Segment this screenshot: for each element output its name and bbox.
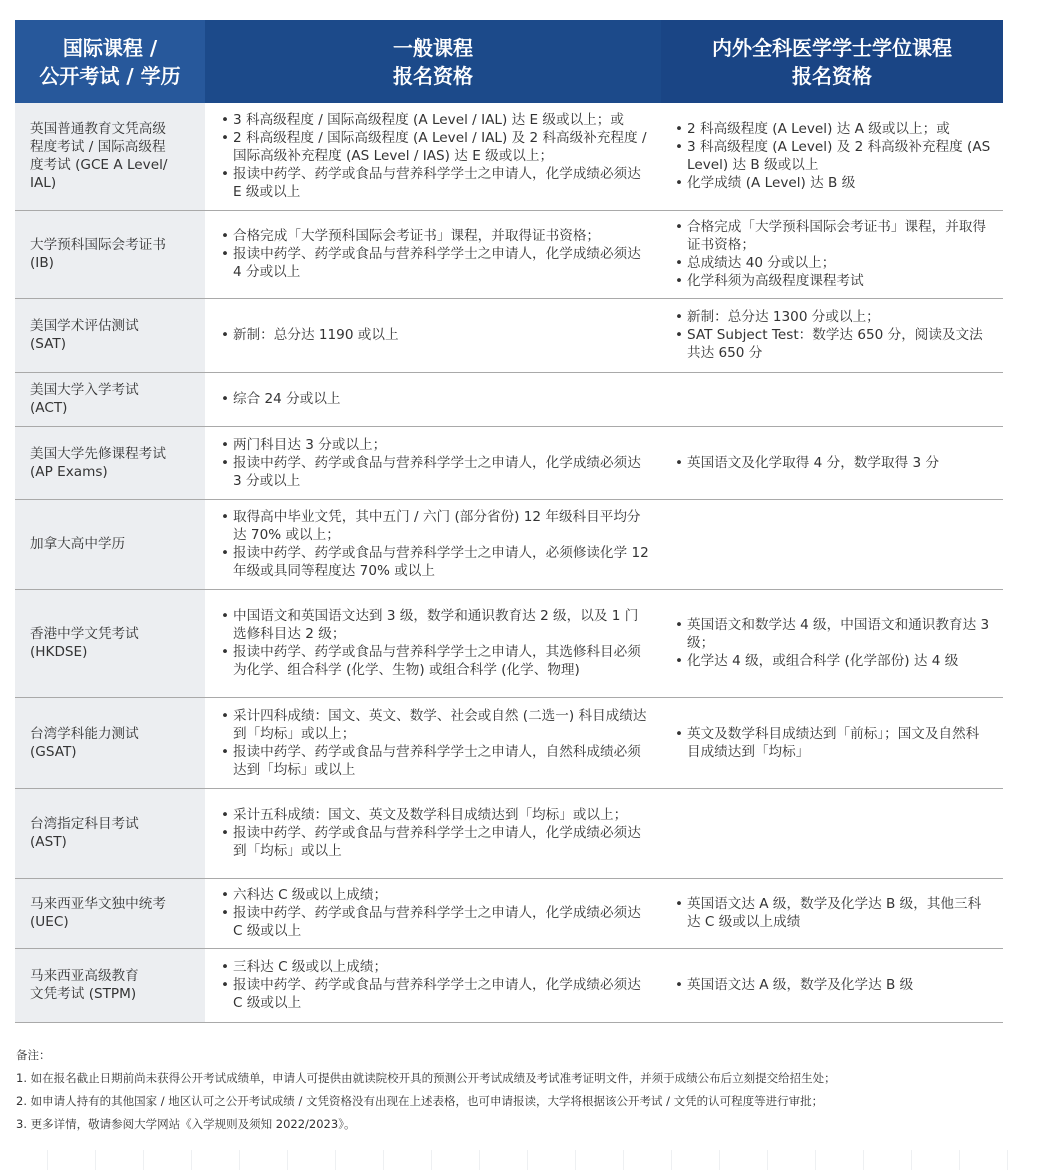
general-requirements-cell bbox=[205, 948, 661, 1022]
requirement-item: • 报读中药学、药学或食品与营养科学学士之申请人，其选修科目必须为化学、组合科学 (化学、生物) 或组合科学 (化学、物理) bbox=[221, 643, 649, 679]
exam-name-line: 美国学术评估测试 bbox=[30, 318, 139, 334]
general-requirements-cell bbox=[205, 788, 661, 878]
general-requirements-list bbox=[221, 958, 649, 1012]
requirement-item: • SAT Subject Test：数学达 650 分，阅读及文法共达 650 分 bbox=[675, 326, 991, 362]
requirement-item: • 报读中药学、药学或食品与营养科学学士之申请人，化学成绩必须达 4 分或以上 bbox=[221, 245, 649, 281]
exam-name-line: 加拿大高中学历 bbox=[30, 536, 126, 552]
requirement-item: • 报读中药学、药学或食品与营养科学学士之申请人，自然科成绩必须达到「均标」或以上 bbox=[221, 743, 649, 779]
medicine-requirements-cell bbox=[661, 372, 1003, 426]
requirement-item: • 新制：总分达 1300 分或以上； bbox=[675, 308, 991, 326]
header-exam bbox=[15, 20, 205, 103]
medicine-requirements-cell bbox=[661, 589, 1003, 697]
medicine-requirements-list bbox=[675, 454, 991, 472]
requirement-item: • 新制：总分达 1190 或以上 bbox=[221, 326, 649, 344]
requirement-item: • 取得高中毕业文凭，其中五门 / 六门 (部分省份) 12 年级科目平均分达 70% 或以上； bbox=[221, 508, 649, 544]
exam-name-line: 文凭考试 (STPM) bbox=[30, 986, 137, 1002]
general-requirements-cell bbox=[205, 426, 661, 499]
medicine-requirements-cell bbox=[661, 210, 1003, 298]
exam-name-line: (ACT) bbox=[30, 400, 68, 416]
medicine-requirements-list bbox=[675, 308, 991, 362]
requirement-item: • 三科达 C 级或以上成绩； bbox=[221, 958, 649, 976]
general-requirements-cell bbox=[205, 210, 661, 298]
medicine-requirements-cell bbox=[661, 499, 1003, 589]
requirement-item: • 报读中药学、药学或食品与营养科学学士之申请人，化学成绩必须达 3 分或以上 bbox=[221, 454, 649, 490]
table-row bbox=[15, 210, 1003, 298]
medicine-requirements-list bbox=[675, 218, 991, 290]
requirement-item: • 综合 24 分或以上 bbox=[221, 390, 649, 408]
exam-name-cell bbox=[15, 948, 205, 1022]
requirement-item: • 3 科高级程度 (A Level) 及 2 科高级补充程度 (AS Level) 达 B 级或以上 bbox=[675, 138, 991, 174]
header-medicine-line: 报名资格 bbox=[792, 63, 872, 88]
general-requirements-list bbox=[221, 326, 649, 344]
requirement-item: • 化学科须为高级程度课程考试 bbox=[675, 272, 991, 290]
table-row bbox=[15, 499, 1003, 589]
header-exam-line: 国际课程 / bbox=[62, 35, 158, 60]
requirement-item: • 总成绩达 40 分或以上； bbox=[675, 254, 991, 272]
requirement-item: • 采计五科成绩：国文、英文及数学科目成绩达到「均标」或以上； bbox=[221, 806, 649, 824]
exam-name-line: (AST) bbox=[30, 834, 67, 850]
general-requirements-list bbox=[221, 390, 649, 408]
general-requirements-cell bbox=[205, 103, 661, 210]
exam-name-line: 马来西亚华文独中统考 bbox=[30, 896, 166, 912]
requirement-item: • 2 科高级程度 / 国际高级程度 (A Level / IAL) 及 2 科高级补充程度 / 国际高级补充程度 (AS Level / IAS) 达 E 级或以上； bbox=[221, 129, 649, 165]
notes bbox=[16, 1044, 1016, 1136]
table-row bbox=[15, 697, 1003, 788]
exam-name-line: 美国大学入学考试 bbox=[30, 382, 139, 398]
notes-title: 备注： bbox=[16, 1048, 51, 1062]
exam-name-cell bbox=[15, 697, 205, 788]
exam-name-line: (IB) bbox=[30, 255, 54, 271]
requirement-item: • 合格完成「大学预科国际会考证书」课程，并取得证书资格； bbox=[675, 218, 991, 254]
medicine-requirements-cell bbox=[661, 426, 1003, 499]
bottom-grid-strip bbox=[0, 1150, 1038, 1170]
note-item: 2. 如申请人持有的其他国家 / 地区认可之公开考试成绩 / 文凭资格没有出现在上述表格，也可申请报读，大学将根据该公开考试 / 文凭的认可程度等进行审批； bbox=[16, 1094, 824, 1108]
table-row bbox=[15, 948, 1003, 1022]
medicine-requirements-cell bbox=[661, 948, 1003, 1022]
requirement-item: • 六科达 C 级或以上成绩； bbox=[221, 886, 649, 904]
exam-name-cell bbox=[15, 210, 205, 298]
requirement-item: • 英国语文和数学达 4 级，中国语文和通识教育达 3 级； bbox=[675, 616, 991, 652]
medicine-requirements-cell bbox=[661, 103, 1003, 210]
exam-name-line: (GSAT) bbox=[30, 743, 77, 760]
exam-name-line: (UEC) bbox=[30, 914, 69, 930]
general-requirements-list bbox=[221, 806, 649, 860]
general-requirements-cell bbox=[205, 372, 661, 426]
requirement-item: • 报读中药学、药学或食品与营养科学学士之申请人，化学成绩必须达 E 级或以上 bbox=[221, 165, 649, 201]
table-row bbox=[15, 788, 1003, 878]
medicine-requirements-list bbox=[675, 725, 991, 761]
requirement-item: • 化学达 4 级，或组合科学 (化学部份) 达 4 级 bbox=[675, 652, 991, 670]
admission-requirements-table bbox=[15, 20, 1003, 1023]
medicine-requirements-cell bbox=[661, 878, 1003, 948]
requirement-item: • 2 科高级程度 (A Level) 达 A 级或以上；或 bbox=[675, 120, 991, 138]
general-requirements-list bbox=[221, 436, 649, 490]
exam-name-cell bbox=[15, 589, 205, 697]
requirement-item: • 化学成绩 (A Level) 达 B 级 bbox=[675, 174, 991, 192]
header-general bbox=[205, 20, 661, 103]
general-requirements-cell bbox=[205, 298, 661, 372]
exam-name-cell bbox=[15, 372, 205, 426]
exam-name-cell bbox=[15, 298, 205, 372]
medicine-requirements-list bbox=[675, 895, 991, 931]
general-requirements-list bbox=[221, 707, 649, 779]
medicine-requirements-cell bbox=[661, 697, 1003, 788]
general-requirements-list bbox=[221, 607, 649, 679]
medicine-requirements-list bbox=[675, 120, 991, 192]
table-row bbox=[15, 298, 1003, 372]
table-row bbox=[15, 878, 1003, 948]
requirement-item: • 报读中药学、药学或食品与营养科学学士之申请人，化学成绩必须达 C 级或以上 bbox=[221, 976, 649, 1012]
exam-name-line: 度考试 (GCE A Level/ bbox=[30, 157, 168, 174]
exam-name-cell bbox=[15, 878, 205, 948]
general-requirements-list bbox=[221, 508, 649, 580]
medicine-requirements-list bbox=[675, 976, 991, 994]
header-exam-line: 公开考试 / 学历 bbox=[39, 63, 181, 88]
general-requirements-cell bbox=[205, 589, 661, 697]
medicine-requirements-list bbox=[675, 616, 991, 670]
requirement-item: • 报读中药学、药学或食品与营养科学学士之申请人，必须修读化学 12 年级或具同等程度达 70% 或以上 bbox=[221, 544, 649, 580]
exam-name-line: 台湾指定科目考试 bbox=[30, 816, 139, 832]
exam-name-line: 美国大学先修课程考试 bbox=[30, 445, 166, 462]
table-header-row bbox=[15, 20, 1003, 103]
requirement-item: • 英国语文达 A 级，数学及化学达 B 级，其他三科达 C 级或以上成绩 bbox=[675, 895, 991, 931]
note-item: 3. 更多详情，敬请参阅大学网站《入学规则及须知 2022/2023》。 bbox=[16, 1117, 356, 1131]
header-medicine-line: 内外全科医学学士学位课程 bbox=[712, 35, 952, 60]
requirement-item: • 采计四科成绩：国文、英文、数学、社会或自然 (二选一) 科目成绩达到「均标」或以上； bbox=[221, 707, 649, 743]
exam-name-line: 英国普通教育文凭高级 bbox=[30, 121, 166, 138]
exam-name-cell bbox=[15, 788, 205, 878]
requirement-item: • 英文及数学科目成绩达到「前标」；国文及自然科目成绩达到「均标」 bbox=[675, 725, 991, 761]
exam-name-cell bbox=[15, 499, 205, 589]
requirement-item: • 中国语文和英国语文达到 3 级，数学和通识教育达 2 级，以及 1 门选修科目达 2 级； bbox=[221, 607, 649, 643]
requirement-item: • 报读中药学、药学或食品与营养科学学士之申请人，化学成绩必须达 C 级或以上 bbox=[221, 904, 649, 940]
requirement-item: • 两门科目达 3 分或以上； bbox=[221, 436, 649, 454]
requirement-item: • 合格完成「大学预科国际会考证书」课程，并取得证书资格； bbox=[221, 227, 649, 245]
requirement-item: • 英国语文达 A 级，数学及化学达 B 级 bbox=[675, 976, 991, 994]
general-requirements-list bbox=[221, 111, 649, 201]
header-medicine bbox=[661, 20, 1003, 103]
exam-name-line: 马来西亚高级教育 bbox=[30, 968, 139, 984]
general-requirements-list bbox=[221, 227, 649, 281]
general-requirements-list bbox=[221, 886, 649, 940]
note-item: 1. 如在报名截止日期前尚未获得公开考试成绩单，申请人可提供由就读院校开具的预测公开考试成绩及考试准考证明文件，并须于成绩公布后立刻提交给招生处； bbox=[16, 1071, 836, 1085]
table-body bbox=[15, 103, 1003, 1022]
exam-name-line: 台湾学科能力测试 bbox=[30, 725, 139, 742]
medicine-requirements-cell bbox=[661, 788, 1003, 878]
exam-name-line: IAL) bbox=[30, 175, 57, 192]
table-row bbox=[15, 589, 1003, 697]
table-row bbox=[15, 426, 1003, 499]
exam-name-line: 香港中学文凭考试 bbox=[30, 626, 139, 642]
exam-name-line: 程度考试 / 国际高级程 bbox=[30, 139, 166, 156]
general-requirements-cell bbox=[205, 697, 661, 788]
exam-name-line: (SAT) bbox=[30, 336, 67, 352]
header-general-line: 报名资格 bbox=[393, 63, 473, 88]
exam-name-line: 大学预科国际会考证书 bbox=[30, 237, 166, 253]
exam-name-cell bbox=[15, 426, 205, 499]
medicine-requirements-cell bbox=[661, 298, 1003, 372]
requirement-item: • 报读中药学、药学或食品与营养科学学士之申请人，化学成绩必须达到「均标」或以上 bbox=[221, 824, 649, 860]
exam-name-line: (AP Exams) bbox=[30, 463, 108, 480]
table-row bbox=[15, 103, 1003, 210]
header-general-line: 一般课程 bbox=[393, 35, 473, 60]
requirement-item: • 3 科高级程度 / 国际高级程度 (A Level / IAL) 达 E 级或以上；或 bbox=[221, 111, 649, 129]
requirement-item: • 英国语文及化学取得 4 分，数学取得 3 分 bbox=[675, 454, 991, 472]
general-requirements-cell bbox=[205, 878, 661, 948]
table-row bbox=[15, 372, 1003, 426]
exam-name-line: (HKDSE) bbox=[30, 644, 88, 660]
general-requirements-cell bbox=[205, 499, 661, 589]
exam-name-cell bbox=[15, 103, 205, 210]
